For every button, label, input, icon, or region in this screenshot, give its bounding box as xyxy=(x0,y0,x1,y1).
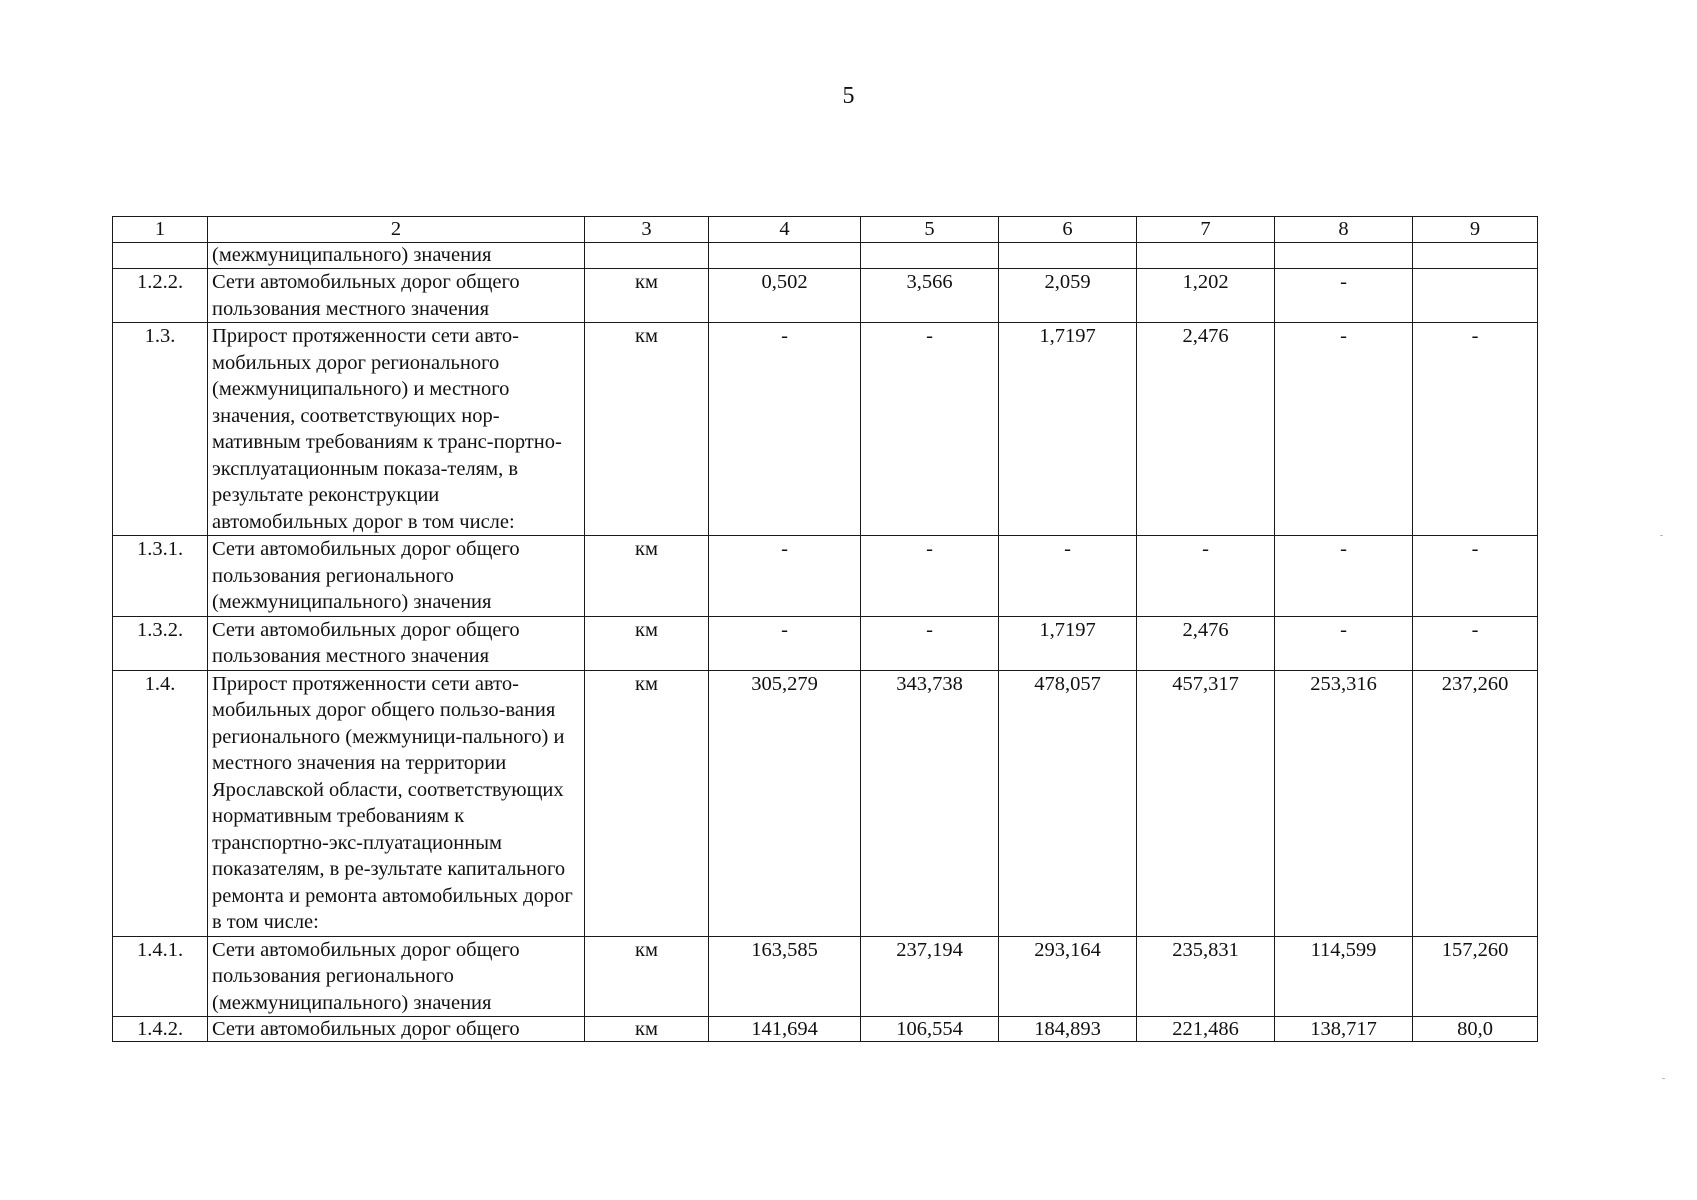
indicator-name: Сети автомобильных дорог общего пользования местного значения xyxy=(208,269,585,323)
value-cell: - xyxy=(861,616,999,670)
value-cell xyxy=(709,243,861,269)
indicator-name: Прирост протяженности сети авто-мобильных дорог регионального (межмуниципального) и местного значения, соответствующих нор-мативным требованиям к транс-портно-эксплуатационным показа-телям, в результате реконструкции автомобильных дорог в том числе: xyxy=(208,323,585,536)
row-number: 1.3.2. xyxy=(113,616,208,670)
value-cell: - xyxy=(1413,323,1538,536)
value-cell xyxy=(1413,269,1538,323)
value-cell: 237,194 xyxy=(861,936,999,1017)
value-cell: - xyxy=(1275,616,1413,670)
value-cell xyxy=(1137,243,1275,269)
scan-speck xyxy=(1662,1078,1665,1079)
value-cell xyxy=(999,243,1137,269)
value-cell: - xyxy=(1413,536,1538,617)
table-row xyxy=(113,269,1538,323)
unit-cell: км xyxy=(585,323,709,536)
value-cell: 237,260 xyxy=(1413,670,1538,936)
column-number: 7 xyxy=(1137,217,1275,243)
unit-cell: км xyxy=(585,670,709,936)
table-row xyxy=(113,936,1538,1017)
value-cell: - xyxy=(861,536,999,617)
value-cell: 114,599 xyxy=(1275,936,1413,1017)
scan-speck xyxy=(1660,535,1663,536)
column-number: 3 xyxy=(585,217,709,243)
indicator-name: Сети автомобильных дорог общего пользования местного значения xyxy=(208,616,585,670)
row-number: 1.3. xyxy=(113,323,208,536)
value-cell: - xyxy=(709,323,861,536)
value-cell xyxy=(1275,243,1413,269)
value-cell: 221,486 xyxy=(1137,1017,1275,1042)
column-number: 1 xyxy=(113,217,208,243)
unit-cell: км xyxy=(585,536,709,617)
value-cell: - xyxy=(1137,536,1275,617)
table-row xyxy=(113,323,1538,536)
table-row xyxy=(113,616,1538,670)
value-cell: 1,7197 xyxy=(999,616,1137,670)
value-cell xyxy=(1413,243,1538,269)
value-cell: 163,585 xyxy=(709,936,861,1017)
value-cell: 1,7197 xyxy=(999,323,1137,536)
indicator-name: (межмуниципального) значения xyxy=(208,243,585,269)
row-number: 1.4.1. xyxy=(113,936,208,1017)
value-cell: 478,057 xyxy=(999,670,1137,936)
indicator-name: Сети автомобильных дорог общего пользования регионального (межмуниципального) значения xyxy=(208,536,585,617)
indicator-name: Прирост протяженности сети авто-мобильных дорог общего пользо-вания регионального (межмуници-пального) и местного значения на территории Ярославской области, соответствующих нормативным требованиям к транспортно-экс-плуатационным показателям, в ре-зультате капитального ремонта и ремонта автомобильных дорог в том числе: xyxy=(208,670,585,936)
row-number xyxy=(113,243,208,269)
value-cell: 138,717 xyxy=(1275,1017,1413,1042)
value-cell: 457,317 xyxy=(1137,670,1275,936)
column-number: 9 xyxy=(1413,217,1538,243)
value-cell: - xyxy=(709,616,861,670)
indicator-name: Сети автомобильных дорог общего xyxy=(208,1017,585,1042)
value-cell: 106,554 xyxy=(861,1017,999,1042)
value-cell: 2,476 xyxy=(1137,616,1275,670)
value-cell: 80,0 xyxy=(1413,1017,1538,1042)
value-cell: - xyxy=(1275,323,1413,536)
value-cell: 157,260 xyxy=(1413,936,1538,1017)
column-number: 4 xyxy=(709,217,861,243)
table-row xyxy=(113,670,1538,936)
row-number: 1.2.2. xyxy=(113,269,208,323)
value-cell: - xyxy=(709,536,861,617)
value-cell: - xyxy=(999,536,1137,617)
column-number: 5 xyxy=(861,217,999,243)
column-number: 8 xyxy=(1275,217,1413,243)
column-number-row xyxy=(113,217,1538,243)
value-cell: - xyxy=(1275,269,1413,323)
value-cell: 1,202 xyxy=(1137,269,1275,323)
value-cell: 2,476 xyxy=(1137,323,1275,536)
table-row xyxy=(113,1017,1538,1042)
value-cell: 305,279 xyxy=(709,670,861,936)
row-number: 1.4. xyxy=(113,670,208,936)
value-cell: - xyxy=(1413,616,1538,670)
value-cell xyxy=(861,243,999,269)
unit-cell: км xyxy=(585,269,709,323)
column-number: 2 xyxy=(208,217,585,243)
indicators-table xyxy=(112,216,1538,1042)
unit-cell: км xyxy=(585,936,709,1017)
value-cell: 3,566 xyxy=(861,269,999,323)
indicator-name: Сети автомобильных дорог общего пользования регионального (межмуниципального) значения xyxy=(208,936,585,1017)
table-row xyxy=(113,536,1538,617)
unit-cell: км xyxy=(585,1017,709,1042)
unit-cell xyxy=(585,243,709,269)
row-number: 1.3.1. xyxy=(113,536,208,617)
column-number: 6 xyxy=(999,217,1137,243)
unit-cell: км xyxy=(585,616,709,670)
value-cell: 141,694 xyxy=(709,1017,861,1042)
table-row xyxy=(113,243,1538,269)
value-cell: 293,164 xyxy=(999,936,1137,1017)
value-cell: - xyxy=(861,323,999,536)
value-cell: 343,738 xyxy=(861,670,999,936)
row-number: 1.4.2. xyxy=(113,1017,208,1042)
value-cell: - xyxy=(1275,536,1413,617)
page-number: 5 xyxy=(842,83,855,109)
value-cell: 253,316 xyxy=(1275,670,1413,936)
value-cell: 0,502 xyxy=(709,269,861,323)
value-cell: 235,831 xyxy=(1137,936,1275,1017)
value-cell: 184,893 xyxy=(999,1017,1137,1042)
value-cell: 2,059 xyxy=(999,269,1137,323)
